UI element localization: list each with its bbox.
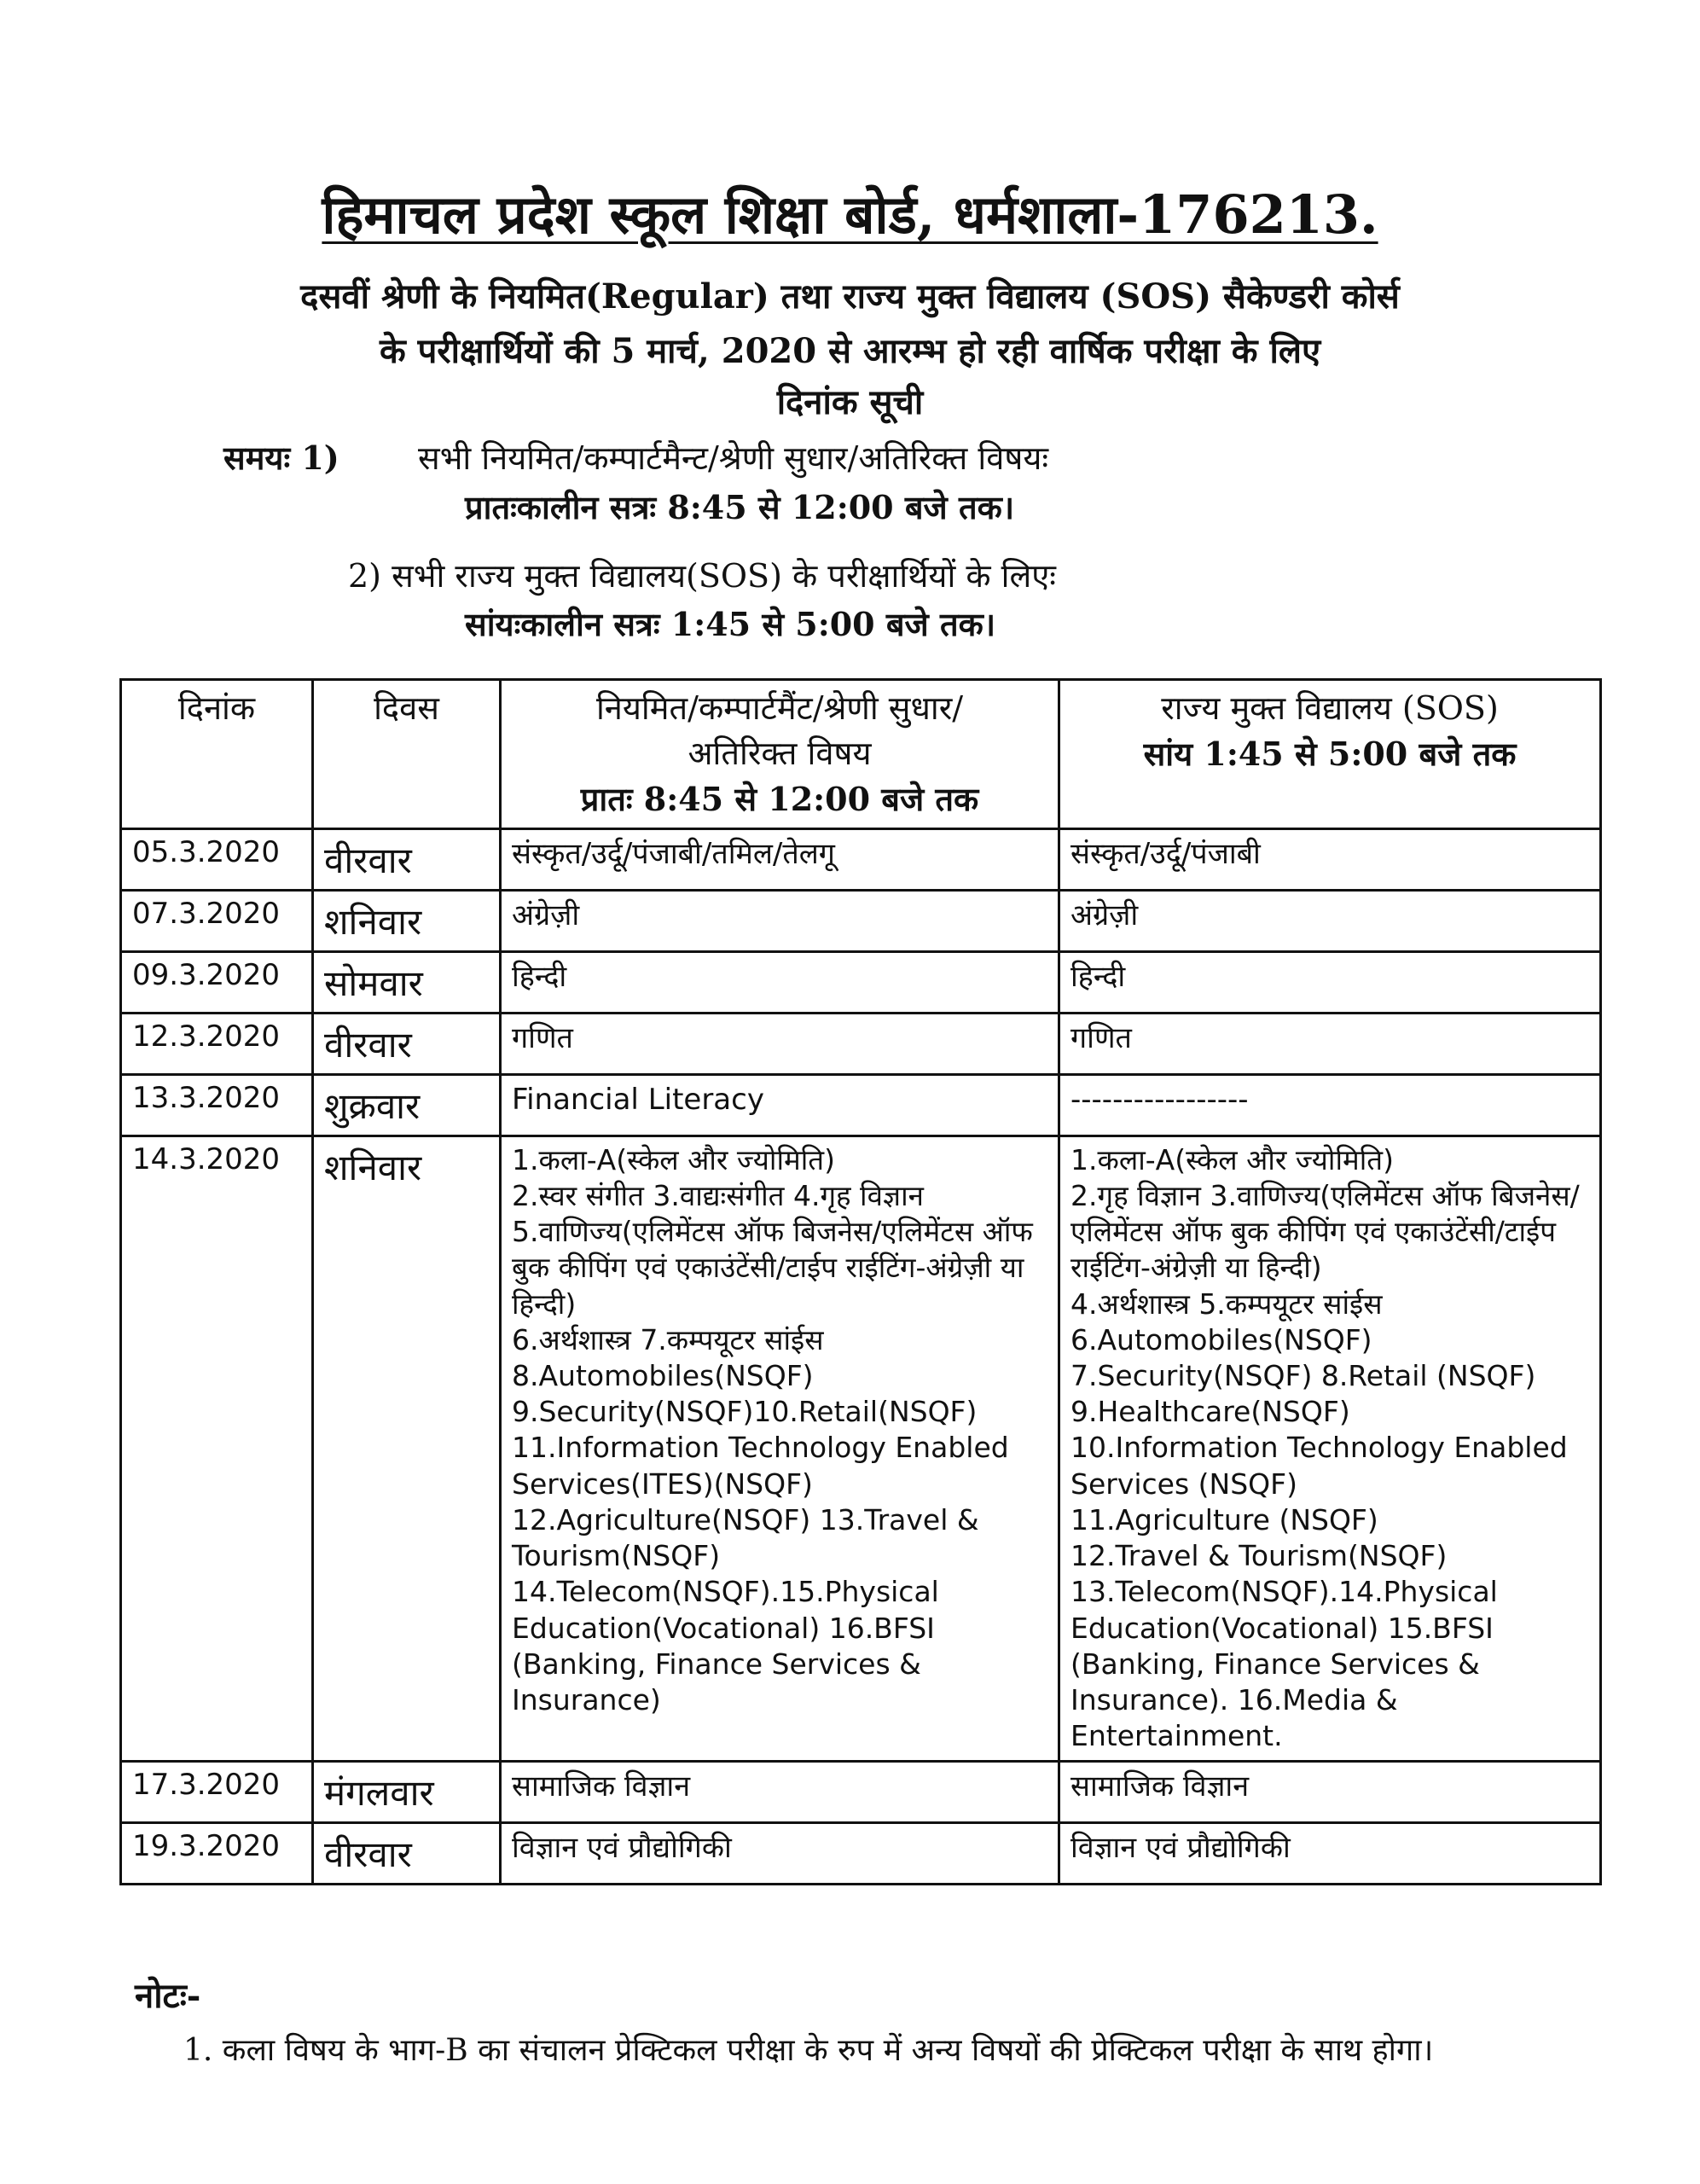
- row-day: मंगलवार: [313, 1761, 501, 1822]
- header-regular-line-2: अतिरिक्त विषय: [688, 735, 872, 773]
- header-regular-line-3: प्रातः 8:45 से 12:00 बजे तक: [580, 780, 979, 819]
- exam-schedule-table: [119, 678, 1602, 1885]
- header-sos-line-1: राज्य मुक्त विद्यालय (SOS): [1161, 689, 1499, 727]
- header-date: [121, 680, 313, 829]
- row-regular-subject: अंग्रेज़ी: [501, 890, 1059, 951]
- row-date: 05.3.2020: [121, 828, 313, 890]
- header-day-label: दिवस: [374, 689, 439, 727]
- header-regular-line-1: नियमित/कम्पार्टमैंट/श्रेणी सुधार/: [595, 689, 964, 727]
- timing-item-2-text: 2) सभी राज्य मुक्त विद्यालय(SOS) के परीक्षार्थियों के लिएः: [348, 557, 1056, 595]
- timing-label: समयः 1): [223, 439, 339, 477]
- row-day: शनिवार: [313, 1136, 501, 1761]
- row-sos-subject: 1.कला-A(स्केल और ज्योमिति) 2.गृह विज्ञान 3.वाणिज्य(एलिमेंटस ऑफ बिजनेस/एलिमेंटस ऑफ बुक कीपिंग एवं एकाउंटेंसी/टाईप राईटिंग-अंग्रेज़ी या हिन्दी) 4.अर्थशास्त्र 5.कम्पयूटर सांईस 6.Automobiles(NSQF) 7.Security(NSQF) 8.Retail (NSQF) 9.Healthcare(NSQF) 10.Information Technology Enabled Services (NSQF) 11.Agriculture (NSQF) 12.Travel & Tourism(NSQF) 13.Telecom(NSQF).14.Physical Education(Vocational) 15.BFSI (Banking, Finance Services & Insurance). 16.Media & Entertainment.: [1059, 1136, 1601, 1761]
- row-sos-subject: संस्कृत/उर्दू/पंजाबी: [1059, 828, 1601, 890]
- row-regular-subject: विज्ञान एवं प्रौद्योगिकी: [501, 1822, 1059, 1884]
- row-date: 09.3.2020: [121, 951, 313, 1013]
- timing-item-1-session: प्रातःकालीन सत्रः 8:45 से 12:00 बजे तक।: [465, 488, 1015, 526]
- header-sos-line-2: सांय 1:45 से 5:00 बजे तक: [1143, 735, 1517, 774]
- row-date: 13.3.2020: [121, 1074, 313, 1136]
- subtitle-line-1: दसवीं श्रेणी के नियमित(Regular) तथा राज्य मुक्त विद्यालय (SOS) सैकेण्डरी कोर्स: [300, 276, 1400, 317]
- row-regular-subject: गणित: [501, 1013, 1059, 1074]
- row-sos-subject: अंग्रेज़ी: [1059, 890, 1601, 951]
- notes-label: नोटः-: [135, 1976, 201, 2016]
- row-sos-subject: सामाजिक विज्ञान: [1059, 1761, 1601, 1822]
- board-title: [0, 177, 1700, 249]
- row-date: 17.3.2020: [121, 1761, 313, 1822]
- header-regular: [501, 680, 1059, 829]
- table-row: [121, 1013, 1601, 1074]
- row-day: शनिवार: [313, 890, 501, 951]
- subtitle-line-2: के परीक्षार्थियों की 5 मार्च, 2020 से आरम्भ हो रही वार्षिक परीक्षा के लिए: [379, 331, 1321, 371]
- row-date: 07.3.2020: [121, 890, 313, 951]
- board-title-text: हिमाचल प्रदेश स्कूल शिक्षा बोर्ड, धर्मशाला-176213.: [322, 183, 1378, 246]
- table-row: [121, 1822, 1601, 1884]
- table-row: [121, 1761, 1601, 1822]
- row-date: 19.3.2020: [121, 1822, 313, 1884]
- row-regular-subject: सामाजिक विज्ञान: [501, 1761, 1059, 1822]
- row-regular-subject: 1.कला-A(स्केल और ज्योमिति) 2.स्वर संगीत 3.वाद्यःसंगीत 4.गृह विज्ञान 5.वाणिज्य(एलिमेंटस ऑफ बिजनेस/एलिमेंटस ऑफ बुक कीपिंग एवं एकाउंटेंसी/टाईप राईटिंग-अंग्रेज़ी या हिन्दी) 6.अर्थशास्त्र 7.कम्पयूटर सांईस 8.Automobiles(NSQF) 9.Security(NSQF)10.Retail(NSQF) 11.Information Technology Enabled Services(ITES)(NSQF) 12.Agriculture(NSQF) 13.Travel & Tourism(NSQF) 14.Telecom(NSQF).15.Physical Education(Vocational) 16.BFSI (Banking, Finance Services & Insurance): [501, 1136, 1059, 1761]
- header-day: [313, 680, 501, 829]
- table-row: [121, 828, 1601, 890]
- row-day: वीरवार: [313, 1822, 501, 1884]
- header-date-label: दिनांक: [177, 689, 256, 727]
- table-row: [121, 951, 1601, 1013]
- header-sos: [1059, 680, 1601, 829]
- timing-item-2-session: सांयःकालीन सत्रः 1:45 से 5:00 बजे तक।: [465, 605, 996, 643]
- timing-item-1-text: सभी नियमित/कम्पार्टमैन्ट/श्रेणी सुधार/अतिरिक्त विषयः: [418, 439, 1049, 477]
- table-header-row: [121, 680, 1601, 829]
- row-day: शुक्रवार: [313, 1074, 501, 1136]
- row-regular-subject: हिन्दी: [501, 951, 1059, 1013]
- row-day: वीरवार: [313, 828, 501, 890]
- row-sos-subject: हिन्दी: [1059, 951, 1601, 1013]
- row-sos-subject: विज्ञान एवं प्रौद्योगिकी: [1059, 1822, 1601, 1884]
- subtitle-line-3: दिनांक सूची: [776, 382, 924, 422]
- note-item: 1. कला विषय के भाग-B का संचालन प्रेक्टिकल परीक्षा के रुप में अन्य विषयों की प्रेक्टिकल परीक्षा के साथ होगा।: [183, 2033, 1434, 2068]
- table-row: [121, 1074, 1601, 1136]
- row-date: 12.3.2020: [121, 1013, 313, 1074]
- row-day: वीरवार: [313, 1013, 501, 1074]
- row-regular-subject: Financial Literacy: [501, 1074, 1059, 1136]
- row-sos-subject: -----------------: [1059, 1074, 1601, 1136]
- row-date: 14.3.2020: [121, 1136, 313, 1761]
- row-day: सोमवार: [313, 951, 501, 1013]
- row-sos-subject: गणित: [1059, 1013, 1601, 1074]
- table-row: [121, 890, 1601, 951]
- table-row: [121, 1136, 1601, 1761]
- row-regular-subject: संस्कृत/उर्दू/पंजाबी/तमिल/तेलगू: [501, 828, 1059, 890]
